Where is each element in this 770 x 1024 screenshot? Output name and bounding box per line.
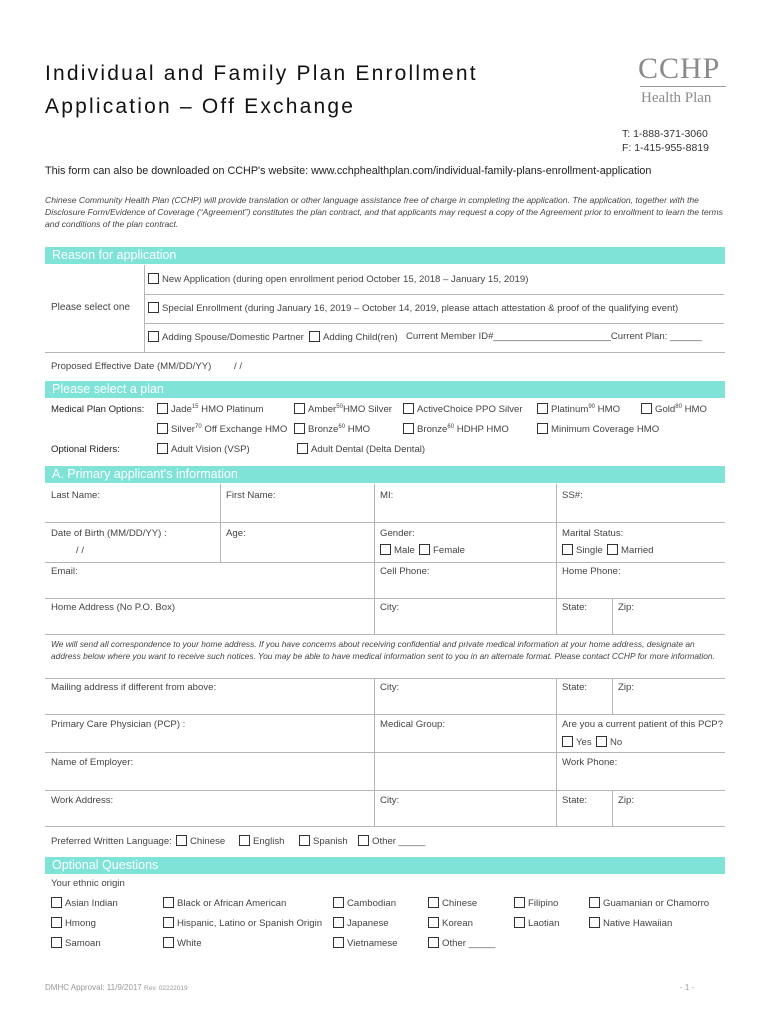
single-option[interactable]	[562, 544, 603, 556]
activechoice-option[interactable]	[403, 403, 523, 415]
ethnic-hawaiian[interactable]	[589, 917, 672, 929]
asian-indian-label: Asian Indian	[65, 898, 118, 909]
cambodian-checkbox[interactable]	[333, 897, 344, 908]
ethnic-korean[interactable]	[428, 917, 473, 929]
pcp-no-option[interactable]	[596, 736, 622, 748]
silver-option[interactable]	[157, 423, 287, 435]
platinum-rest: HMO	[595, 404, 621, 415]
work-state-field[interactable]: State:	[562, 795, 588, 806]
option-label: Adding Spouse/Domestic Partner	[162, 332, 304, 343]
dental-checkbox[interactable]	[297, 443, 308, 454]
last-name-field[interactable]: Last Name:	[51, 490, 101, 501]
gold-checkbox[interactable]	[641, 403, 652, 414]
silver-checkbox[interactable]	[157, 423, 168, 434]
dental-option[interactable]	[297, 443, 425, 455]
activechoice-label: ActiveChoice PPO Silver	[417, 404, 523, 415]
intro-paragraph: Chinese Community Health Plan (CCHP) will provide translation or other language assistance free of charge in completing the application. The application, together with the Disclosure Form/Evidence of Coverage (“Agreement”) constitutes the plan contract, and that applicants may request a copy of the Agreement prior to enrollment to learn the terms and conditions of the plan contract.	[45, 195, 723, 229]
bronze-sup: 60	[338, 423, 346, 430]
divider	[556, 678, 557, 826]
chinese-ethnic-label: Chinese	[442, 898, 478, 909]
language-chinese-option[interactable]	[176, 835, 225, 847]
ethnic-hmong[interactable]	[51, 917, 96, 929]
page-title-line2: Application – Off Exchange	[45, 95, 356, 118]
minimum-coverage-option[interactable]	[537, 423, 659, 435]
primary-section-header: A. Primary applicant's information	[45, 466, 725, 483]
cell-phone-field[interactable]: Cell Phone:	[380, 566, 430, 577]
pcp-yes-option[interactable]	[562, 736, 592, 748]
minimum-coverage-label: Minimum Coverage HMO	[551, 424, 660, 435]
divider	[374, 484, 375, 634]
silver-label: Silver	[171, 424, 195, 435]
divider	[45, 634, 725, 635]
page-number: - 1 -	[680, 983, 695, 992]
chinese-label: Chinese	[190, 836, 226, 847]
home-zip-field[interactable]: Zip:	[618, 602, 634, 613]
mi-field[interactable]: MI:	[380, 490, 394, 501]
logo-subtitle: Health Plan	[641, 90, 712, 106]
other-language-checkbox[interactable]	[358, 835, 369, 846]
special-enrollment-option[interactable]	[148, 302, 678, 314]
phone-number: T: 1-888-371-3060	[622, 128, 708, 140]
gender-label: Gender:	[380, 528, 415, 539]
gender-female-option[interactable]	[419, 544, 465, 556]
gold-label: Gold	[655, 404, 676, 415]
divider	[220, 484, 221, 562]
chinese-ethnic-checkbox[interactable]	[428, 897, 439, 908]
option-label: Special Enrollment (during January 16, 2019 – October 14, 2019, please attach attestation & proof of the qualifying event)	[162, 303, 679, 314]
guamanian-label: Guamanian or Chamorro	[603, 898, 710, 909]
page-title-line1: Individual and Family Plan Enrollment	[45, 62, 478, 85]
platinum-label: Platinum	[551, 404, 589, 415]
other-ethnic-checkbox[interactable]	[428, 937, 439, 948]
first-name-field[interactable]: First Name:	[226, 490, 276, 501]
pcp-field[interactable]: Primary Care Physician (PCP) :	[51, 719, 186, 730]
revision-text: Rev. 02222019	[144, 985, 188, 992]
home-city-field[interactable]: City:	[380, 602, 400, 613]
laotian-checkbox[interactable]	[514, 917, 525, 928]
option-label: New Application (during open enrollment period October 15, 2018 – January 15, 2019)	[162, 274, 529, 285]
divider	[45, 352, 725, 353]
vision-label: Adult Vision (VSP)	[171, 444, 250, 455]
dob-field[interactable]: Date of Birth (MM/DD/YY) :	[51, 528, 167, 539]
adding-child-checkbox[interactable]	[309, 331, 320, 342]
bronze-hdhp-checkbox[interactable]	[403, 423, 414, 434]
work-address-field[interactable]: Work Address:	[51, 795, 114, 806]
effective-date-field[interactable]: / /	[234, 361, 242, 372]
divider	[45, 598, 725, 599]
no-checkbox[interactable]	[596, 736, 607, 747]
chinese-checkbox[interactable]	[176, 835, 187, 846]
divider	[45, 714, 725, 715]
yes-checkbox[interactable]	[562, 736, 573, 747]
adding-spouse-checkbox[interactable]	[148, 331, 159, 342]
single-label: Single	[576, 545, 603, 556]
ethnic-japanese[interactable]	[333, 917, 389, 929]
other-language-label: Other _____	[372, 836, 426, 847]
married-option[interactable]	[607, 544, 654, 556]
amber-label: Amber	[308, 404, 337, 415]
cchp-logo: CCHP	[638, 52, 721, 85]
jade-option[interactable]	[157, 403, 264, 415]
divider	[612, 678, 613, 714]
hispanic-label: Hispanic, Latino or Spanish Origin	[177, 918, 323, 929]
work-zip-field[interactable]: Zip:	[618, 795, 634, 806]
divider	[612, 598, 613, 634]
bronze-hdhp-option[interactable]	[403, 423, 509, 435]
gold-sup: 80	[675, 403, 682, 410]
mailing-state-field[interactable]: State:	[562, 682, 588, 693]
spanish-label: Spanish	[313, 836, 348, 847]
home-state-field[interactable]: State:	[562, 602, 588, 613]
hmong-checkbox[interactable]	[51, 917, 62, 928]
amber-checkbox[interactable]	[294, 403, 305, 414]
approval-text: DMHC Approval: 11/9/2017	[45, 983, 142, 992]
spanish-checkbox[interactable]	[299, 835, 310, 846]
age-field[interactable]: Age:	[226, 528, 246, 539]
jade-rest: HMO Platinum	[198, 404, 264, 415]
ss-field[interactable]: SS#:	[562, 490, 583, 501]
bronze-checkbox[interactable]	[294, 423, 305, 434]
reason-section-header: Reason for application	[45, 247, 725, 264]
korean-label: Korean	[442, 918, 473, 929]
employer-field[interactable]: Name of Employer:	[51, 757, 134, 768]
guamanian-checkbox[interactable]	[589, 897, 600, 908]
email-field[interactable]: Email:	[51, 566, 78, 577]
plan-section-header: Please select a plan	[45, 381, 725, 398]
platinum-option[interactable]	[537, 403, 620, 415]
ethnic-laotian[interactable]	[514, 917, 559, 929]
divider	[45, 790, 725, 791]
approval-footer	[45, 983, 188, 992]
samoan-checkbox[interactable]	[51, 937, 62, 948]
mailing-address-field[interactable]: Mailing address if different from above:	[51, 682, 217, 693]
korean-checkbox[interactable]	[428, 917, 439, 928]
hawaiian-checkbox[interactable]	[589, 917, 600, 928]
ethnic-filipino[interactable]	[514, 897, 558, 909]
option-label: Adding Child(ren)	[323, 332, 398, 343]
divider	[144, 265, 145, 352]
ethnic-hispanic[interactable]	[163, 917, 322, 929]
marital-status-label: Marital Status:	[562, 528, 624, 539]
bronze-hdhp-sup: 60	[447, 423, 455, 430]
married-label: Married	[621, 545, 654, 556]
bronze-label: Bronze	[308, 424, 339, 435]
home-phone-field[interactable]: Home Phone:	[562, 566, 621, 577]
yes-label: Yes	[576, 737, 592, 748]
mailing-city-field[interactable]: City:	[380, 682, 400, 693]
divider	[144, 294, 724, 295]
special-enrollment-checkbox[interactable]	[148, 302, 159, 313]
ethnic-other[interactable]	[428, 937, 495, 949]
divider	[374, 678, 375, 826]
optional-riders-label: Optional Riders:	[51, 444, 120, 455]
hmong-label: Hmong	[65, 918, 96, 929]
language-other-option[interactable]	[358, 835, 425, 847]
male-checkbox[interactable]	[380, 544, 391, 555]
jade-label: Jade	[171, 404, 192, 415]
mailing-zip-field[interactable]: Zip:	[618, 682, 634, 693]
other-ethnic-label: Other _____	[442, 938, 496, 949]
single-checkbox[interactable]	[562, 544, 573, 555]
samoan-label: Samoan	[65, 938, 101, 949]
vision-checkbox[interactable]	[157, 443, 168, 454]
female-label: Female	[433, 545, 465, 556]
ethnic-cambodian[interactable]	[333, 897, 396, 909]
vision-option[interactable]	[157, 443, 250, 455]
dob-slashes: / /	[76, 545, 84, 556]
vietnamese-checkbox[interactable]	[333, 937, 344, 948]
medical-plan-label: Medical Plan Options:	[51, 404, 145, 415]
optional-section-header: Optional Questions	[45, 857, 725, 874]
ethnic-chinese[interactable]	[428, 897, 477, 909]
amber-rest: HMO Silver	[342, 404, 392, 415]
new-application-option[interactable]	[148, 273, 528, 285]
minimum-coverage-checkbox[interactable]	[537, 423, 548, 434]
bronze-hdhp-rest: HDHP HMO	[454, 424, 509, 435]
hawaiian-label: Native Hawaiian	[603, 918, 673, 929]
divider	[144, 323, 724, 324]
white-checkbox[interactable]	[163, 937, 174, 948]
ethnic-guamanian[interactable]	[589, 897, 709, 909]
home-address-field[interactable]: Home Address (No P.O. Box)	[51, 602, 176, 613]
silver-rest: Off Exchange HMO	[201, 424, 288, 435]
japanese-label: Japanese	[347, 918, 389, 929]
ethnic-asian-indian[interactable]	[51, 897, 118, 909]
divider	[556, 484, 557, 634]
please-select-label: Please select one	[51, 302, 130, 313]
new-application-checkbox[interactable]	[148, 273, 159, 284]
correspondence-note: We will send all correspondence to your home address. If you have concerns about receiving confidential and private medical information at your home address, designate an address below where you want to receive such notices. You may be able to have medical information sent to you in an alternate format. Please contact CCHP for more information.	[51, 639, 715, 661]
ethnic-black[interactable]	[163, 897, 286, 909]
medical-group-field[interactable]: Medical Group:	[380, 719, 446, 730]
dental-label: Adult Dental (Delta Dental)	[311, 444, 426, 455]
adding-child-option[interactable]	[309, 331, 398, 343]
divider	[45, 678, 725, 679]
fax-number: F: 1-415-955-8819	[622, 142, 709, 154]
bronze-rest: HMO	[345, 424, 371, 435]
divider	[45, 562, 725, 563]
male-label: Male	[394, 545, 415, 556]
language-spanish-option[interactable]	[299, 835, 348, 847]
bronze-hdhp-label: Bronze	[417, 424, 448, 435]
japanese-checkbox[interactable]	[333, 917, 344, 928]
divider	[45, 522, 725, 523]
silver-sup: 70	[195, 423, 202, 430]
black-checkbox[interactable]	[163, 897, 174, 908]
activechoice-checkbox[interactable]	[403, 403, 414, 414]
english-label: English	[253, 836, 285, 847]
member-id-field[interactable]: Current Member ID#______________________Current Plan: ______	[406, 331, 703, 342]
female-checkbox[interactable]	[419, 544, 430, 555]
ethnic-samoan[interactable]	[51, 937, 101, 949]
filipino-checkbox[interactable]	[514, 897, 525, 908]
english-checkbox[interactable]	[239, 835, 250, 846]
ethnic-origin-label: Your ethnic origin	[51, 878, 125, 889]
bronze-option[interactable]	[294, 423, 370, 435]
vietnamese-label: Vietnamese	[347, 938, 398, 949]
asian-indian-checkbox[interactable]	[51, 897, 62, 908]
language-english-option[interactable]	[239, 835, 284, 847]
adding-spouse-option[interactable]	[148, 331, 304, 343]
preferred-language-label: Preferred Written Language:	[51, 836, 172, 847]
logo-divider	[640, 86, 726, 87]
divider	[45, 826, 725, 827]
no-label: No	[610, 737, 623, 748]
work-phone-field[interactable]: Work Phone:	[562, 757, 618, 768]
divider	[45, 752, 725, 753]
cambodian-label: Cambodian	[347, 898, 397, 909]
married-checkbox[interactable]	[607, 544, 618, 555]
platinum-checkbox[interactable]	[537, 403, 548, 414]
amber-sup: 50	[336, 403, 343, 410]
gender-male-option[interactable]	[380, 544, 415, 556]
white-label: White	[177, 938, 202, 949]
jade-checkbox[interactable]	[157, 403, 168, 414]
jade-sup: 15	[191, 403, 199, 410]
filipino-label: Filipino	[528, 898, 559, 909]
amber-option[interactable]	[294, 403, 392, 415]
hispanic-checkbox[interactable]	[163, 917, 174, 928]
laotian-label: Laotian	[528, 918, 560, 929]
gold-rest: HMO	[681, 404, 708, 415]
ethnic-white[interactable]	[163, 937, 202, 949]
divider	[612, 790, 613, 826]
ethnic-vietnamese[interactable]	[333, 937, 398, 949]
download-note: This form can also be downloaded on CCHP's website: www.cchphealthplan.com/individual-family-plans-enrollment-application	[45, 165, 652, 177]
current-patient-label: Are you a current patient of this PCP?	[562, 719, 724, 730]
platinum-sup: 90	[588, 403, 596, 410]
effective-date-label: Proposed Effective Date (MM/DD/YY)	[51, 361, 212, 372]
gold-option[interactable]	[641, 403, 707, 415]
black-label: Black or African American	[177, 898, 287, 909]
work-city-field[interactable]: City:	[380, 795, 400, 806]
